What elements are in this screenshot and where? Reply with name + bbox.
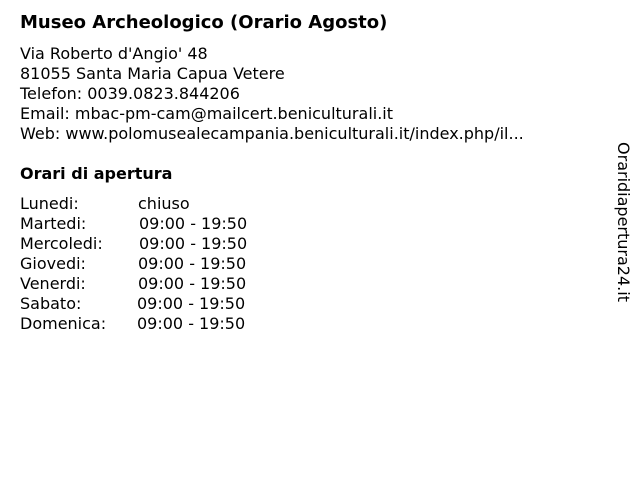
time-value: 09:00 - 19:50 bbox=[137, 294, 246, 313]
day-label: Lunedi: bbox=[20, 194, 79, 213]
page-title: Museo Archeologico (Orario Agosto) bbox=[20, 12, 388, 33]
email-line[interactable]: Email: mbac-pm-cam@mailcert.beniculturali.it bbox=[20, 104, 394, 123]
time-value: 09:00 - 19:50 bbox=[137, 314, 246, 333]
hours-heading: Orari di apertura bbox=[20, 164, 173, 183]
time-value: 09:00 - 19:50 bbox=[138, 254, 247, 273]
web-line[interactable]: Web: www.polomusealecampania.beniculturali.it/index.php/il... bbox=[20, 124, 524, 143]
time-value: 09:00 - 19:50 bbox=[138, 274, 247, 293]
day-label: Martedi: bbox=[20, 214, 87, 233]
day-label: Giovedi: bbox=[20, 254, 86, 273]
time-value: 09:00 - 19:50 bbox=[139, 234, 248, 253]
day-label: Sabato: bbox=[20, 294, 82, 313]
time-value: 09:00 - 19:50 bbox=[139, 214, 248, 233]
time-value: chiuso bbox=[138, 194, 190, 213]
day-label: Domenica: bbox=[20, 314, 107, 333]
day-label: Mercoledi: bbox=[20, 234, 103, 253]
day-label: Venerdi: bbox=[20, 274, 86, 293]
city-line: 81055 Santa Maria Capua Vetere bbox=[20, 64, 285, 83]
site-watermark: Oraridiapertura24.it bbox=[614, 142, 633, 302]
address-line: Via Roberto d'Angio' 48 bbox=[20, 44, 208, 63]
contact-info bbox=[20, 44, 524, 144]
phone-line[interactable]: Telefon: 0039.0823.844206 bbox=[20, 84, 240, 103]
